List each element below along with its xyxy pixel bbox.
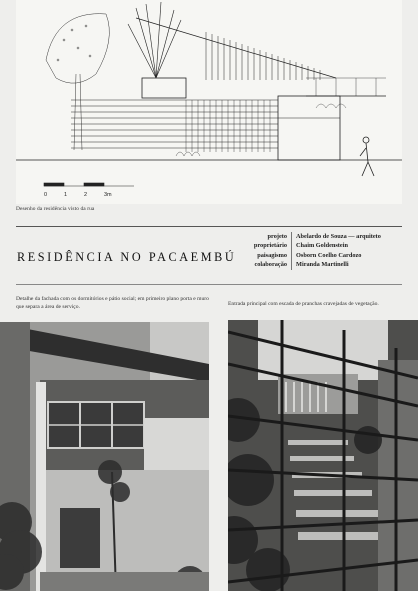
credits-table — [252, 232, 381, 270]
street-elevation-drawing — [16, 0, 402, 204]
credit-key: paisagismo — [252, 251, 292, 260]
facade-photo-image — [0, 322, 209, 591]
drawing-caption: Desenho da residência visto da rua — [16, 206, 95, 212]
credit-key: colaboração — [252, 260, 292, 269]
title-bottom-rule — [16, 284, 402, 285]
scale-label-3m: 3m — [104, 192, 112, 198]
scale-label-2: 2 — [84, 192, 88, 198]
title-top-rule — [16, 226, 402, 227]
credit-row — [252, 260, 381, 269]
credit-row — [252, 241, 381, 250]
facade-photo — [0, 322, 209, 591]
credit-value: Chaim Goldenstein — [296, 242, 348, 250]
credit-value: Miranda Martinelli — [296, 261, 349, 269]
entrance-photo — [228, 320, 418, 591]
credit-value: Abelardo de Souza — arquiteto — [296, 233, 381, 240]
credit-key: proprietário — [252, 241, 292, 250]
left-photo-caption: Detalhe da fachada com os dormitórios e pátio social; em primeiro plano porta e muro que separa a área de serviço. — [16, 296, 209, 311]
article-title: RESIDÊNCIA NO PACAEMBÚ — [17, 250, 237, 264]
credit-key: projeto — [252, 232, 292, 241]
credit-row — [252, 232, 381, 241]
scale-label-0: 0 — [44, 192, 48, 198]
entrance-photo-image — [228, 320, 418, 591]
scale-label-1: 1 — [64, 192, 68, 198]
credit-value: Osborn Coelho Cardozo — [296, 251, 362, 259]
credit-row — [252, 251, 381, 260]
elevation-sketch — [16, 0, 402, 204]
right-photo-caption: Entrada principal com escada de pranchas cravejadas de vegetação. — [228, 301, 379, 307]
